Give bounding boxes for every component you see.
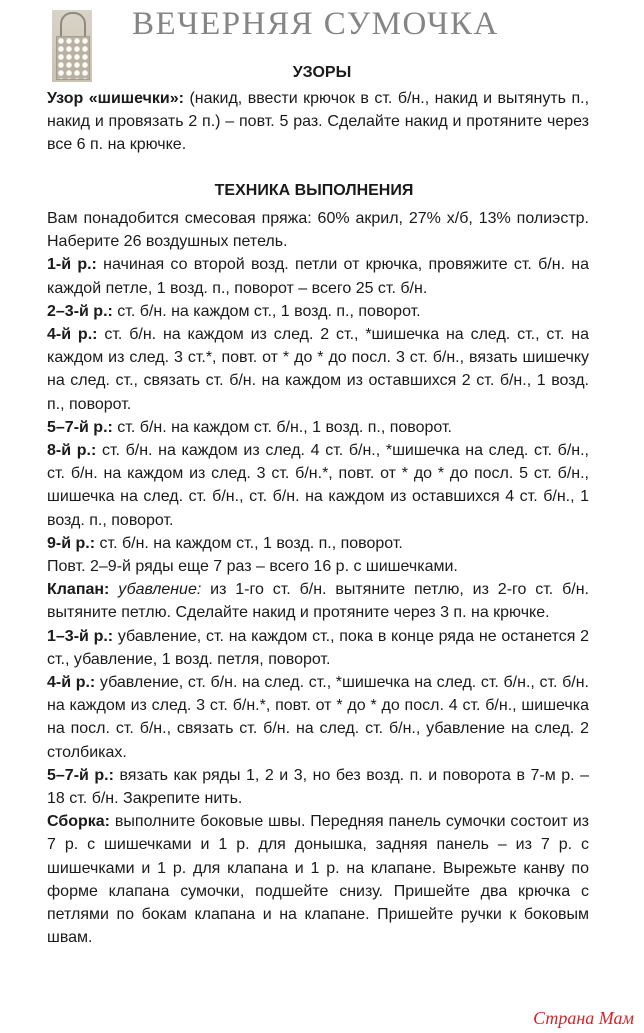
site-watermark: Страна Мам: [533, 1008, 634, 1028]
flap-row-1-3-instruction: [47, 625, 589, 671]
row-9-instruction: [47, 532, 589, 555]
row-2-3-label: 2–3-й р.:: [47, 302, 113, 320]
row-5-7-text: ст. б/н. на каждом ст. б/н., 1 возд. п., поворот.: [112, 418, 452, 436]
row-5-7-instruction: [47, 416, 589, 439]
flap-row-5-7-instruction: [47, 764, 589, 810]
row-9-label: 9-й р.:: [47, 534, 96, 552]
row-5-7-label: 5–7-й р.:: [47, 418, 113, 436]
row-8-text: ст. б/н. на каждом из след. 4 ст. б/н., *шишечка на след. ст. б/н., ст. б/н. на каждом из след. 3 ст. б/н.*, повт. от * до * до посл. 5 ст. б/н., шишечка на след. ст. б/н., ст. б/н. на каждом из оставшихся 4 ст. б/н., 1 возд. п., поворот.: [47, 442, 589, 529]
pattern-text: (накид, ввести крючок в ст. б/н., накид и вытянуть п., накид и провязать 2 п.) – повт. 5 раз. Сделайте накид и протяните через все 6 п. на крючке.: [47, 90, 590, 154]
row-8-label: 8-й р.:: [47, 442, 97, 460]
row-9-text: ст. б/н. на каждом ст., 1 возд. п., поворот.: [95, 534, 403, 552]
flap-row-1-3-label: 1–3-й р.:: [47, 627, 114, 645]
pattern-description: [47, 87, 589, 157]
row-4-label: 4-й р.:: [47, 326, 98, 344]
row-4-text: ст. б/н. на каждом из след. 2 ст., *шишечка на след. ст., ст. на каждом из след. 3 ст.*, повт. от * до * до посл. 3 ст. б/н., вязать шишечку на след. ст., связать ст. б/н. на каждом из оставшихся 2 ст. б/н., 1 возд. п., поворот.: [47, 326, 589, 413]
page-title: ВЕЧЕРНЯЯ СУМОЧКА: [132, 6, 499, 42]
row-4-instruction: [47, 323, 589, 416]
row-2-3-text: ст. б/н. на каждом ст., 1 возд. п., поворот.: [112, 302, 421, 320]
repeat-instruction: Повт. 2–9-й ряды еще 7 раз – всего 16 р. с шишечками.: [47, 558, 458, 576]
assembly-label: Сборка:: [47, 813, 111, 831]
assembly-text: выполните боковые швы. Передняя панель сумочки состоит из 7 р. с шишечками и 1 р. для донышка, задняя панель – из 7 р. с шишечками и 1 р. для клапана и 1 р. на клапане. Вырежьте канву по форме клапана сумочки, подшейте снизу. Пришейте два крючка с петлями по бокам клапана и на клапане. Пришейте ручки к боковым швам.: [47, 813, 589, 947]
pattern-label: Узор «шишечки»:: [47, 90, 184, 107]
intro-paragraph: Вам понадобится смесовая пряжа: 60% акрил, 27% х/б, 13% полиэстр. Наберите 26 воздушных петель.: [47, 210, 589, 251]
assembly-instruction: [47, 810, 589, 949]
row-8-instruction: [47, 439, 589, 532]
row-1-label: 1-й р.:: [47, 256, 97, 274]
flap-text: из 1-го ст. б/н. вытяните петлю, из 2-го ст. б/н. вытяните петлю. Сделайте накид и протяните через 3 п. на крючке.: [47, 581, 590, 622]
flap-row-5-7-text: вязать как ряды 1, 2 и 3, но без возд. п. и поворота в 7-м р. – 18 ст. б/н. Закрепите нить.: [47, 766, 589, 808]
row-2-3-instruction: [47, 300, 589, 323]
flap-row-4-text: убавление, ст. б/н. на след. ст., *шишечка на след. ст. б/н., ст. б/н. на каждом из след. 3 ст. б/н.*, повт. от * до * до посл. 4 ст. б/н., шишечка на посл. ст. б/н., связать ст. б/н. на след. ст. б/н., убавление на след. 2 столбиках.: [47, 674, 589, 761]
pattern-paragraph: [47, 87, 589, 157]
row-1-instruction: [47, 253, 589, 299]
flap-label: Клапан:: [47, 581, 110, 599]
technique-heading: ТЕХНИКА ВЫПОЛНЕНИЯ: [214, 182, 414, 199]
flap-row-5-7-label: 5–7-й р.:: [47, 766, 114, 784]
technique-body: [47, 207, 589, 950]
patterns-heading: УЗОРЫ: [292, 64, 352, 81]
flap-row-1-3-text: убавление, ст. на каждом ст., пока в конце ряда не останется 2 ст., убавление, 1 возд. петля, поворот.: [47, 627, 589, 668]
flap-row-4-instruction: [47, 671, 589, 764]
row-1-text: начиная со второй возд. петли от крючка, провяжите ст. б/н. на каждой петле, 1 возд. п., поворот – всего 25 ст. б/н.: [47, 256, 589, 297]
flap-instruction: [47, 578, 589, 624]
flap-italic: убавление:: [109, 581, 202, 599]
flap-row-4-label: 4-й р.:: [47, 674, 96, 692]
